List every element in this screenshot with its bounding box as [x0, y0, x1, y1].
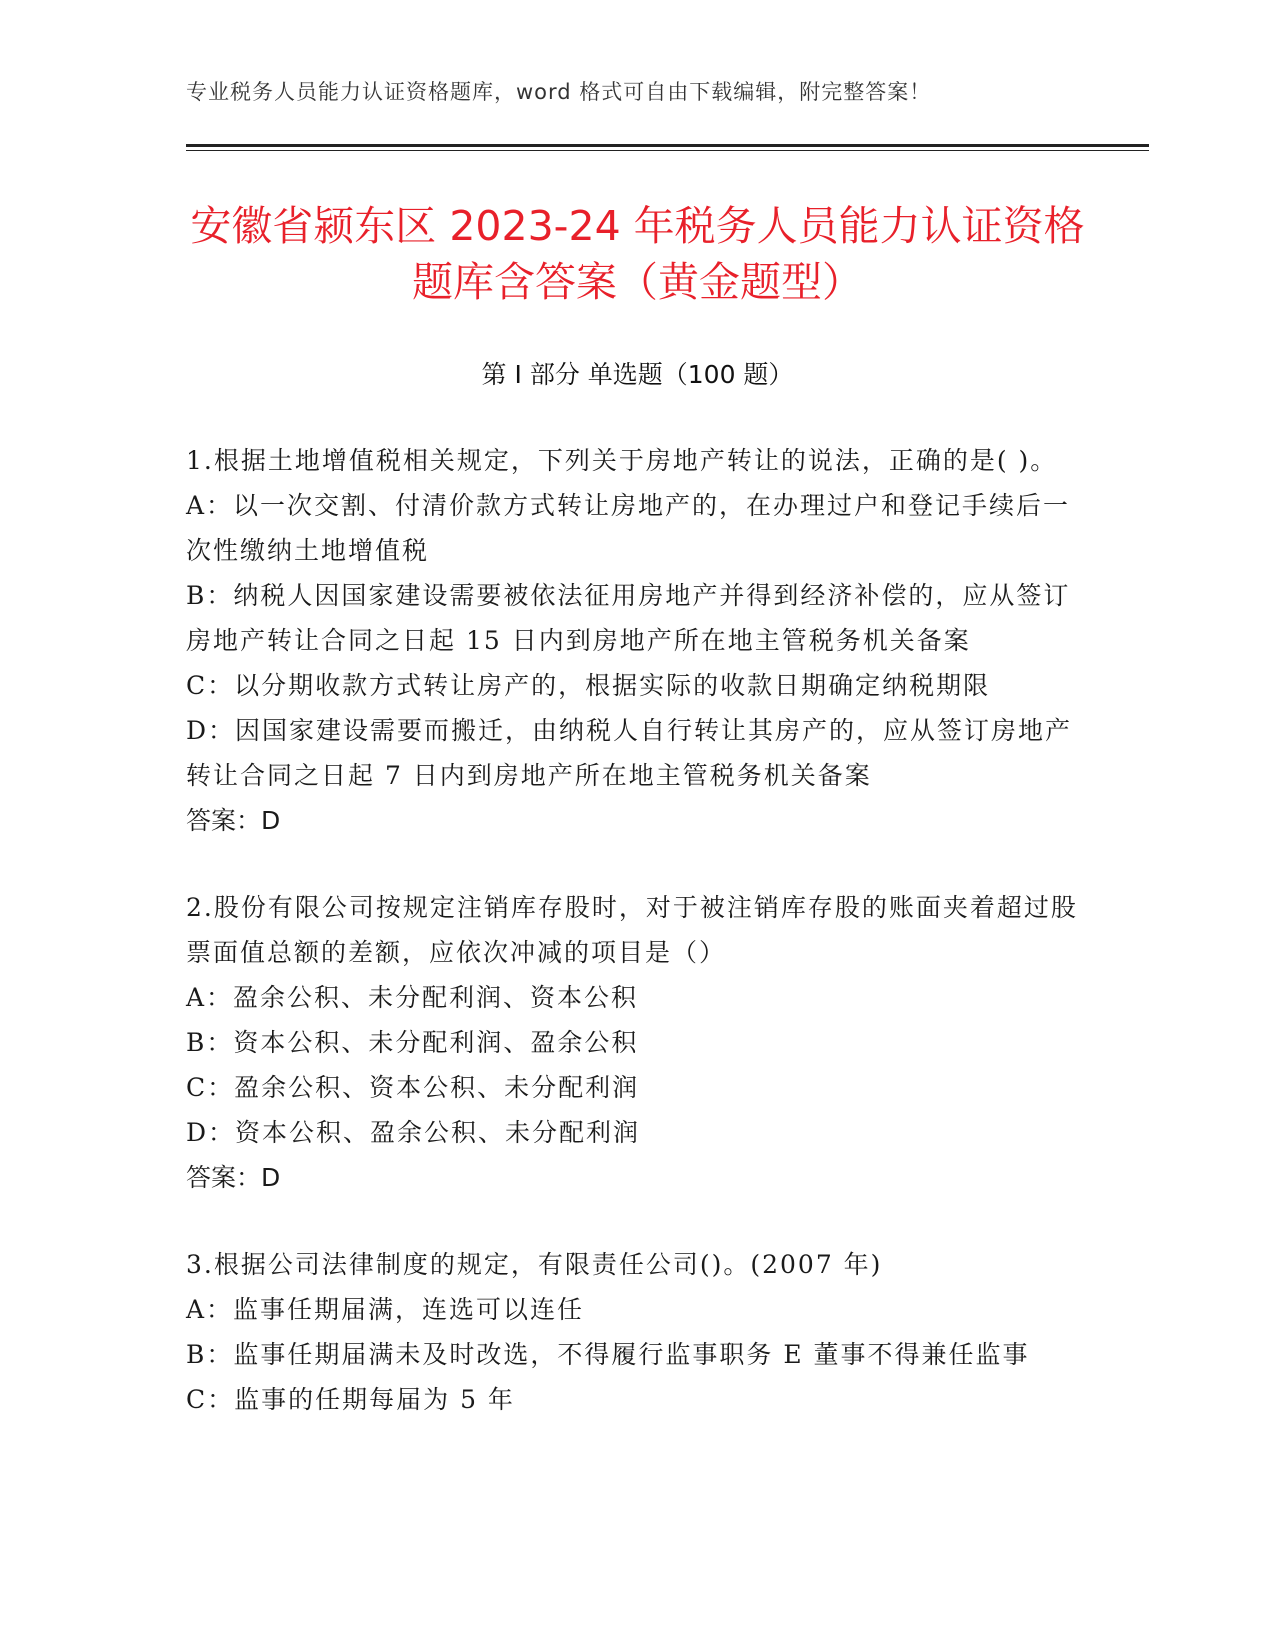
option-a: A：以一次交割、付清价款方式转让房地产的，在办理过户和登记手续后一次性缴纳土地增值税: [186, 491, 1071, 565]
question-1: [186, 438, 1081, 843]
option-b: B：资本公积、未分配利润、盈余公积: [186, 1028, 639, 1057]
header-divider-thin: [186, 150, 1149, 151]
header-note: 专业税务人员能力认证资格题库，word 格式可自由下载编辑，附完整答案！: [186, 80, 932, 104]
answer-label: 答案：D: [186, 806, 281, 835]
section-title: 第 I 部分 单选题（100 题）: [481, 360, 794, 389]
option-d: D：因国家建设需要而搬迁，由纳税人自行转让其房产的，应从签订房地产转让合同之日起 7 日内到房地产所在地主管税务机关备案: [186, 716, 1073, 790]
document-title: 安徽省颍东区 2023-24 年税务人员能力认证资格题库含答案（黄金题型）: [190, 202, 1085, 306]
option-c: C：以分期收款方式转让房产的，根据实际的收款日期确定纳税期限: [186, 671, 991, 700]
question-stem: 2.股份有限公司按规定注销库存股时，对于被注销库存股的账面夹着超过股票面值总额的差额，应依次冲减的项目是（）: [186, 893, 1078, 967]
option-b: B：纳税人因国家建设需要被依法征用房地产并得到经济补偿的，应从签订房地产转让合同之日起 15 日内到房地产所在地主管税务机关备案: [186, 581, 1071, 655]
header-divider-thick: [186, 144, 1149, 147]
question-2: [186, 885, 1081, 1200]
option-d: D：资本公积、盈余公积、未分配利润: [186, 1118, 641, 1147]
option-a: A：监事任期届满，连选可以连任: [186, 1295, 585, 1324]
question-3: [186, 1242, 1081, 1422]
question-stem: 3.根据公司法律制度的规定，有限责任公司()。(2007 年): [186, 1250, 883, 1279]
answer-label: 答案：D: [186, 1163, 281, 1192]
option-b: B：监事任期届满未及时改选，不得履行监事职务 E 董事不得兼任监事: [186, 1340, 1030, 1369]
option-c: C：监事的任期每届为 5 年: [186, 1385, 515, 1414]
option-a: A：盈余公积、未分配利润、资本公积: [186, 983, 639, 1012]
question-list: [186, 438, 1081, 1464]
question-stem: 1.根据土地增值税相关规定，下列关于房地产转让的说法，正确的是( )。: [186, 446, 1058, 475]
option-c: C：盈余公积、资本公积、未分配利润: [186, 1073, 640, 1102]
